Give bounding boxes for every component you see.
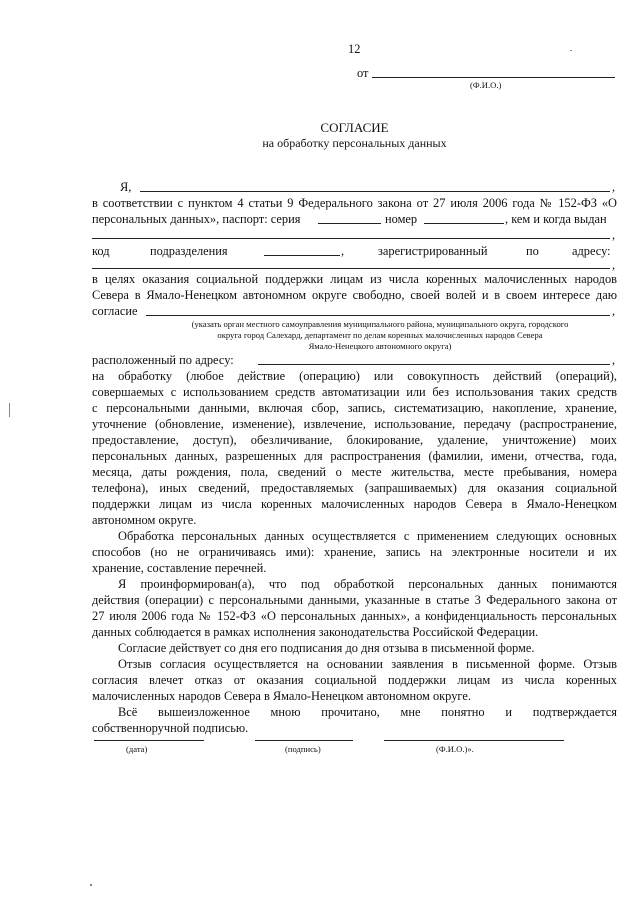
para5-line-1: Отзыв согласия осуществляется на основании заявления в письменной форме. Отзыв — [118, 657, 617, 671]
registered-label: зарегистрированный — [378, 244, 488, 258]
document-subtitle: на обработку персональных данных — [262, 136, 447, 150]
signature-caption: (подпись) — [285, 744, 321, 754]
body-line-6: в целях оказания социальной поддержки лицам из числа коренных малочисленных народов — [92, 272, 617, 286]
body-line-10: на обработку (любое действие (операцию) или совокупность действий (операций), — [92, 369, 617, 383]
signature-fio-field[interactable] — [384, 740, 564, 741]
located-address-label: расположенный по адресу: — [92, 353, 234, 367]
date-field[interactable] — [94, 740, 204, 741]
body-line-19: автономном округе. — [92, 513, 197, 527]
para2-line-3: хранение, составление перечней. — [92, 561, 267, 575]
date-caption: (дата) — [126, 744, 148, 754]
authority-address-comma: , — [612, 353, 616, 367]
registration-address-field[interactable] — [92, 268, 610, 269]
passport-number-field[interactable] — [424, 223, 504, 224]
division-comma: , — [341, 244, 345, 258]
authority-field[interactable] — [146, 315, 610, 316]
body-line-7: Севера в Ямало-Ненецком автономном округе свободно, своей волей и в своем интересе даю — [92, 288, 617, 302]
address-label: адресу: — [572, 244, 611, 258]
body-line-13: уточнение (обновление, изменение), извлечение, использование, передачу (распространение, — [92, 417, 617, 431]
para3-line-2: действия (операции) с персональными данными, указанные в статье 3 Федерального закона от — [92, 593, 617, 607]
body-line-17: телефона), иных сведений, предоставляемых (запрашиваемых) для оказания социальной — [92, 481, 617, 495]
scan-artifact — [9, 403, 10, 417]
division-label: подразделения — [150, 244, 228, 258]
from-fio-line[interactable] — [372, 77, 615, 78]
name-field-line[interactable] — [140, 191, 610, 192]
from-label: от — [357, 66, 369, 80]
body-line-12: с персональными данными, включая сбор, запись, систематизацию, накопление, хранение, — [92, 401, 617, 415]
authority-line-comma: , — [612, 304, 616, 318]
authority-address-field[interactable] — [258, 364, 610, 365]
name-line-comma: , — [612, 180, 616, 194]
para5-line-3: малочисленных народов Севера в Ямало-Ненецком автономном округе. — [92, 689, 471, 703]
body-line-11: совершаемых с использованием средств автоматизации или без использования таких средств — [92, 385, 617, 399]
para3-line-1: Я проинформирован(а), что под обработкой персональных данных понимаются — [118, 577, 617, 591]
page-number: 12 — [348, 42, 361, 56]
passport-series-label: персональных данных», паспорт: серия — [92, 212, 301, 226]
para6-line-2: собственноручной подписью. — [92, 721, 249, 735]
para2-line-2: способов (но не ограничиваясь ими): хранение, запись на электронные носители и их — [92, 545, 617, 559]
signature-fio-caption: (Ф.И.О.)». — [436, 744, 474, 754]
authority-note-2: округа город Салехард, департамент по делам коренных малочисленных народов Севера — [217, 330, 543, 340]
issued-line-comma: , — [612, 228, 616, 242]
passport-issued-label: , кем и когда выдан — [505, 212, 607, 226]
signature-field[interactable] — [255, 740, 353, 741]
body-line-14: предоставление, доступ), обезличивание, блокирование, удаление, уничтожение) моих — [92, 433, 617, 447]
para4-line: Согласие действует со дня его подписания до дня отзыва в письменной форме. — [118, 641, 535, 655]
body-line-15: персональных данных, разрешенных для распространения (фамилии, имени, отчества, года, — [92, 449, 617, 463]
division-code-field[interactable] — [264, 255, 340, 256]
document-title: СОГЛАСИЕ — [320, 120, 389, 135]
scan-artifact — [570, 50, 572, 51]
authority-note-3: Ямало-Ненецкого автономного округа) — [308, 341, 452, 351]
body-line-1: в соответствии с пунктом 4 статьи 9 Федерального закона от 27 июля 2006 года № 152-ФЗ «О — [92, 196, 617, 210]
passport-series-field[interactable] — [318, 223, 381, 224]
consent-label: согласие — [92, 304, 138, 318]
para3-line-3: 27 июля 2006 года № 152-ФЗ «О персональных данных», а конфиденциальность персональных — [92, 609, 617, 623]
body-line-16: месяца, даты рождения, пола, сведений о месте жительства, месте пребывания, номера — [92, 465, 617, 479]
code-label: код — [92, 244, 110, 258]
para3-line-4: данных соблюдается в рамках исполнения законодательства Российской Федерации. — [92, 625, 539, 639]
body-line-18: поддержки лицам из числа коренных малочисленных народов Севера в Ямало-Ненецком — [92, 497, 617, 511]
authority-note-1: (указать орган местного самоуправления муниципального района, муниципального округа, городского — [191, 319, 569, 329]
scan-artifact — [90, 884, 92, 886]
po-label: по — [526, 244, 539, 258]
from-fio-caption: (Ф.И.О.) — [470, 80, 502, 90]
passport-issued-field[interactable] — [92, 238, 610, 239]
para2-line-1: Обработка персональных данных осуществляется с применением следующих основных — [118, 529, 617, 543]
para6-line-1: Всё вышеизложенное мною прочитано, мне понятно и подтверждается — [118, 705, 617, 719]
i-label: Я, — [120, 180, 132, 194]
address-line-comma: , — [612, 258, 616, 272]
passport-number-label: номер — [385, 212, 418, 226]
para5-line-2: согласия влечет отказ от оказания социальной поддержки лицам из числа коренных — [92, 673, 617, 687]
